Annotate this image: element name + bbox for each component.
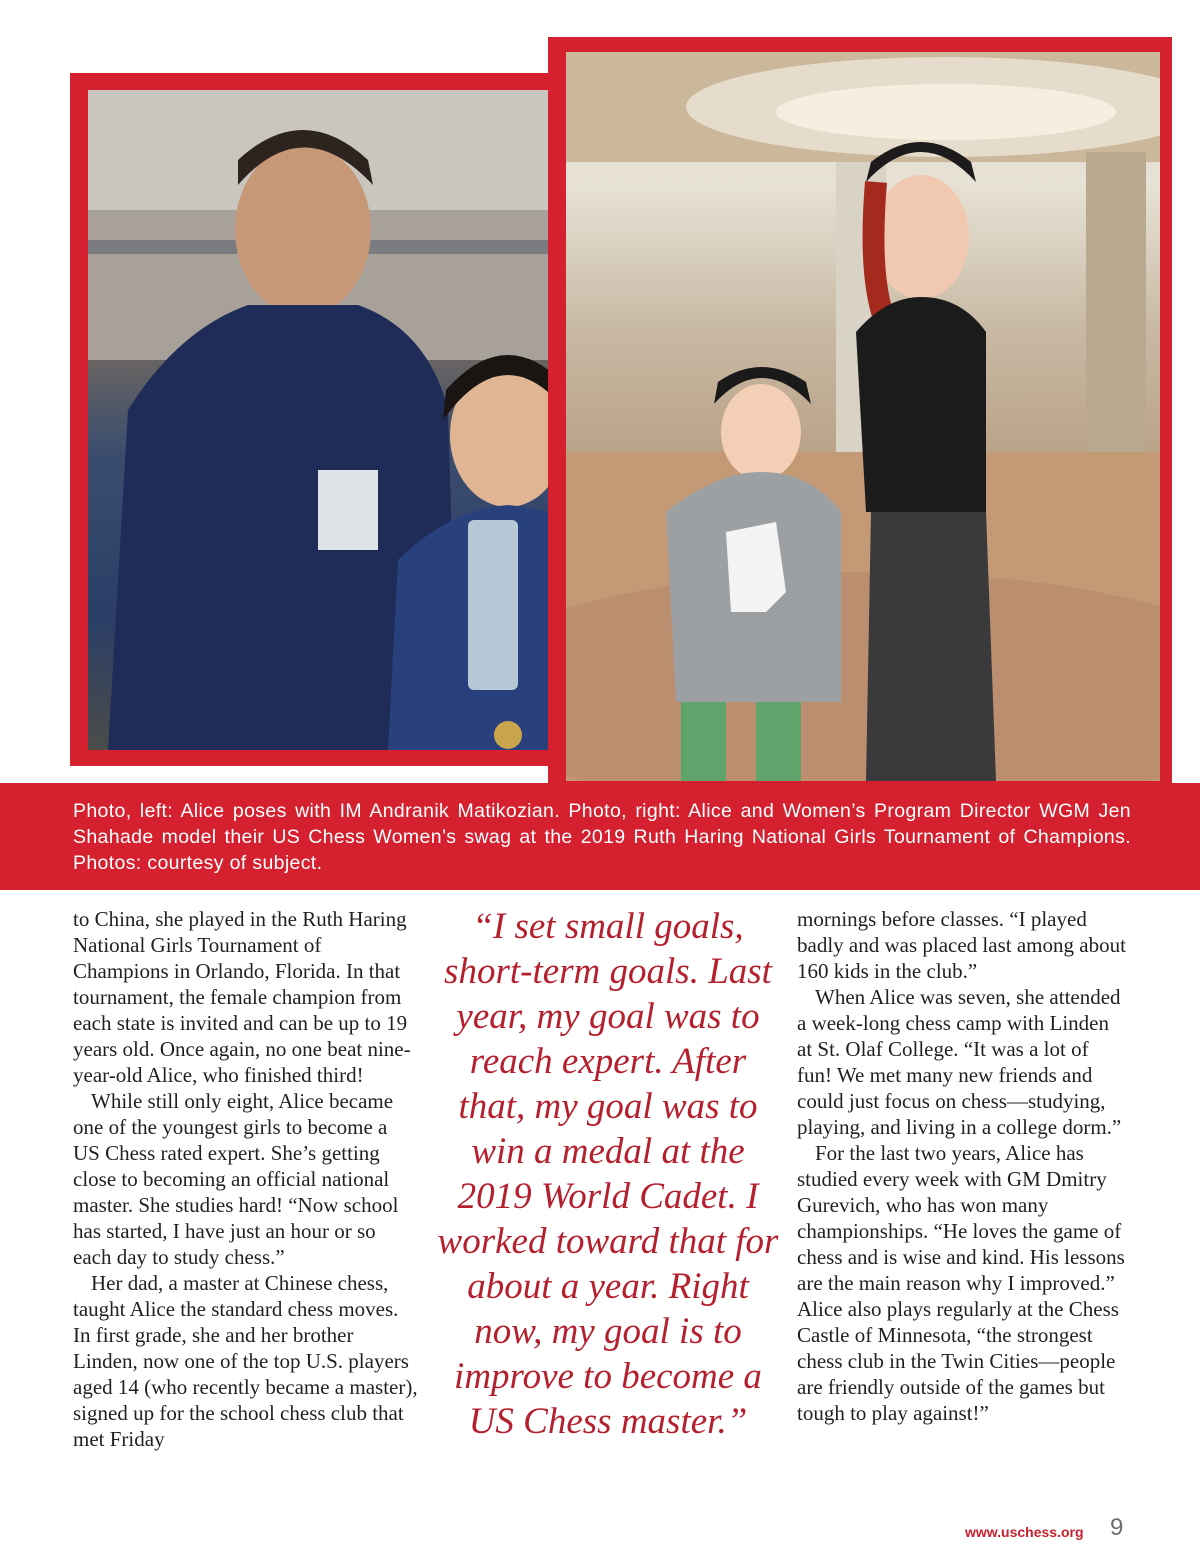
paragraph: Her dad, a master at Chinese chess, taught Alice the standard chess moves. In first grade, she and her brother Linden, now one of the top U.S. players aged 14 (who recently became a master), signed up for the school chess club that met Friday (73, 1271, 418, 1451)
photo-left (88, 90, 590, 750)
paragraph: While still only eight, Alice became one of the youngest girls to become a US Chess rated expert. She’s getting close to becoming an official national master. She studies hard! “Now school has started, I have just an hour or so each day to study chess.” (73, 1089, 399, 1269)
paragraph: to China, she played in the Ruth Haring National Girls Tournament of Champions in Orlando, Florida. In that tournament, the female champion from each state is invited and can be up to 19 years old. Once again, no one beat nine-year-old Alice, who finished third! (73, 907, 411, 1087)
paragraph: When Alice was seven, she attended a week-long chess camp with Linden at St. Olaf College. “It was a lot of fun! We met many new friends and could just focus on chess—studying, playing, and living in a college dorm.” (797, 985, 1122, 1139)
photo-left-image (88, 90, 590, 750)
footer-url[interactable]: www.uschess.org (965, 1524, 1084, 1540)
page-number: 9 (1110, 1514, 1124, 1541)
photo-right-image (566, 52, 1160, 781)
paragraph: For the last two years, Alice has studied every week with GM Dmitry Gurevich, who has won many championships. “He loves the game of chess and is wise and kind. His lessons are the main reason why I improved.” Alice also plays regularly at the Chess Castle of Minnesota, “the strongest chess club in the Twin Cities—people are friendly outside of the games but tough to play against!” (797, 1141, 1125, 1425)
article-column-right (797, 906, 1127, 1426)
pull-quote: “I set small goals, short-term goals. Last year, my goal was to reach expert. After that, my goal was to win a medal at the 2019 World Cadet. I worked toward that for about a year. Right now, my goal is to improve to become a US Chess master.” (437, 906, 779, 1442)
photo-caption: Photo, left: Alice poses with IM Andranik Matikozian. Photo, right: Alice and Women’s Program Director WGM Jen Shahade model their US Chess Women’s swag at the 2019 Ruth Haring National Girls Tournament of Champions. Photos: courtesy of subject. (73, 800, 1131, 874)
article-column-left (73, 906, 419, 1452)
photo-right (566, 52, 1160, 781)
paragraph: mornings before classes. “I played badly and was placed last among about 160 kids in the club.” (797, 907, 1126, 983)
